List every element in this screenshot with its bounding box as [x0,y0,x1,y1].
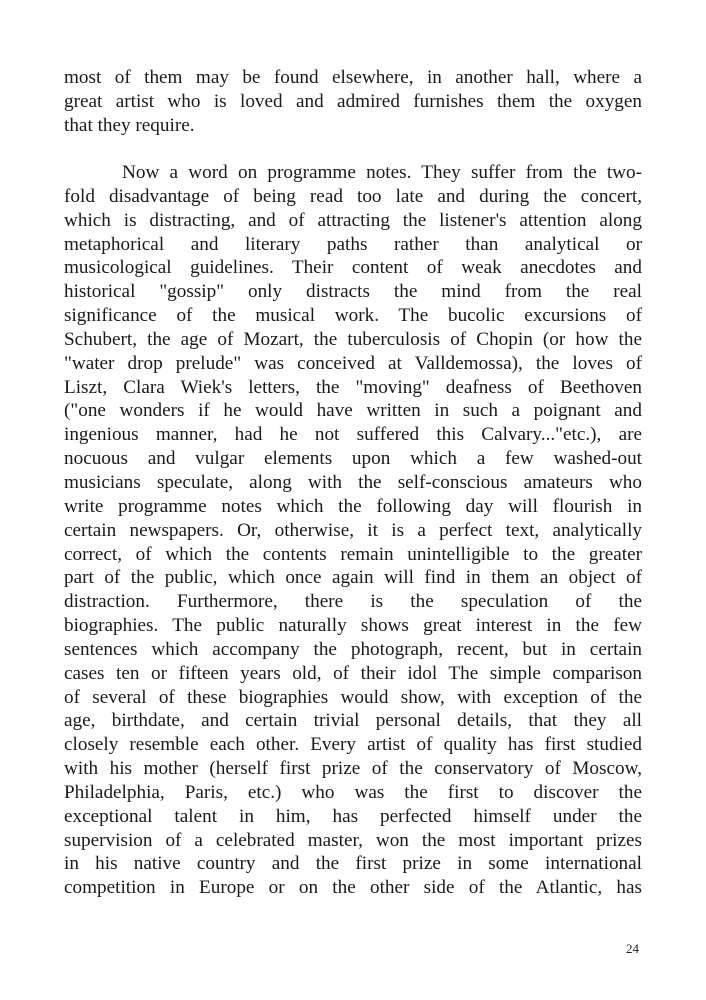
text-line: "water drop prelude" was conceived at Valldemossa), the loves of [64,352,642,374]
text-line: ingenious manner, had he not suffered this Calvary..."etc.), are [64,424,642,446]
text-line: Philadelphia, Paris, etc.) who was the first to discover the [64,781,642,803]
text-line: musicians speculate, along with the self-conscious amateurs who [64,471,642,493]
text-line: Schubert, the age of Mozart, the tuberculosis of Chopin (or how the [64,328,642,350]
text-line: Now a word on programme notes. They suffer from the two- [122,162,642,183]
text-line: which is distracting, and of attracting the listener's attention along [64,209,642,231]
text-line: historical "gossip" only distracts the mind from the real [64,281,642,303]
text-line: exceptional talent in him, has perfected himself under the [64,805,642,827]
text-line: age, birthdate, and certain trivial personal details, that they all [64,710,642,732]
text-line: fold disadvantage of being read too late and during the concert, [64,185,642,207]
text-line: in his native country and the first prize in some international [64,853,642,875]
text-line: correct, of which the contents remain unintelligible to the greater [64,543,642,565]
text-line: nocuous and vulgar elements upon which a few washed-out [64,448,642,470]
text-line: significance of the musical work. The bucolic excursions of [64,305,642,327]
text-line: cases ten or fifteen years old, of their idol The simple comparison [64,662,642,684]
text-line: closely resemble each other. Every artist of quality has first studied [64,734,642,756]
text-line: sentences which accompany the photograph, recent, but in certain [64,638,642,660]
text-line: certain newspapers. Or, otherwise, it is a perfect text, analytically [64,519,642,541]
text-line: great artist who is loved and admired furnishes them the oxygen [64,90,642,112]
text-line: part of the public, which once again will find in them an object of [64,567,642,589]
text-line: most of them may be found elsewhere, in another hall, where a [64,67,642,88]
text-line: biographies. The public naturally shows great interest in the few [64,615,642,637]
text-line: ("one wonders if he would have written in such a poignant and [64,400,642,422]
text-line: competition in Europe or on the other side of the Atlantic, has [64,877,642,899]
page-number: 24 [626,941,639,956]
text-line: distraction. Furthermore, there is the speculation of the [64,591,642,613]
text-line: write programme notes which the following day will flourish in [64,495,642,517]
text-line: musicological guidelines. Their content of weak anecdotes and [64,257,642,279]
text-line: that they require. [64,114,195,136]
text-line: with his mother (herself first prize of the conservatory of Moscow, [64,758,642,780]
text-line: supervision of a celebrated master, won the most important prizes [64,829,642,851]
paragraph-1 [64,66,642,138]
text-line: Liszt, Clara Wiek's letters, the "moving" deafness of Beethoven [64,376,642,398]
paragraph-2 [64,161,642,900]
text-line: metaphorical and literary paths rather than analytical or [64,233,642,255]
text-line: of several of these biographies would show, with exception of the [64,686,642,708]
